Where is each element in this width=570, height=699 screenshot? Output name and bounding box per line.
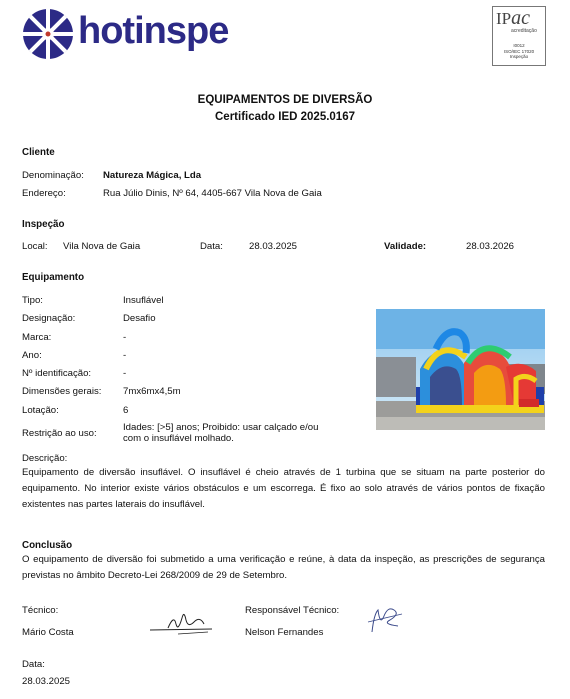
value-endereco: Rua Júlio Dinis, Nº 64, 4405-667 Vila Nova de Gaia — [103, 188, 322, 199]
ipac-code: I0012 — [513, 43, 525, 48]
section-heading-conclusao: Conclusão — [22, 540, 73, 551]
label-tipo: Tipo: — [22, 295, 43, 306]
ipac-standard: ISO/IEC 17020 — [503, 48, 535, 54]
responsavel-name: Nelson Fernandes — [245, 627, 324, 638]
label-data-footer: Data: — [22, 659, 45, 670]
value-dimensoes: 7mx6mx4,5m — [123, 386, 181, 397]
value-marca: - — [123, 332, 127, 343]
label-descricao: Descrição: — [22, 453, 68, 464]
value-local: Vila Nova de Gaia — [63, 241, 141, 252]
label-responsavel: Responsável Técnico: — [245, 605, 340, 616]
label-endereco: Endereço: — [22, 188, 66, 199]
tecnico-signature — [146, 606, 218, 638]
ipac-suffix: ac — [511, 7, 531, 29]
value-ano: - — [123, 350, 127, 361]
ipac-accreditation-badge — [492, 6, 546, 66]
equipment-photo — [376, 309, 545, 430]
value-data-footer: 28.03.2025 — [22, 676, 71, 687]
document-title: EQUIPAMENTOS DE DIVERSÃO — [197, 94, 373, 106]
conclusao-text: O equipamento de diversão foi submetido a uma verificação e reúne, à data da inspeção, as prescrições de segurança previstas no âmbito Decreto-Lei 268/2009 de 29 de Setembro. — [22, 554, 545, 581]
value-restricao-line1: Idades: [>5] anos; Proibido: usar calçado e/ou — [123, 422, 319, 433]
responsavel-signature — [364, 604, 408, 638]
section-heading-cliente: Cliente — [22, 147, 55, 158]
label-designacao: Designação: — [22, 313, 76, 324]
hotinspe-logo-icon — [22, 8, 74, 60]
label-marca: Marca: — [22, 332, 52, 343]
label-data-inspecao: Data: — [200, 241, 223, 252]
label-validade: Validade: — [384, 241, 427, 252]
value-restricao-line2: com o insuflável molhado. — [123, 433, 234, 444]
label-tecnico: Técnico: — [22, 605, 59, 616]
label-dimensoes: Dimensões gerais: — [22, 386, 102, 397]
value-denominacao: Natureza Mágica, Lda — [103, 170, 202, 181]
label-lotacao: Lotação: — [22, 405, 59, 416]
value-data-inspecao: 28.03.2025 — [249, 241, 298, 252]
tecnico-name: Mário Costa — [22, 627, 74, 638]
value-designacao: Desafio — [123, 313, 156, 324]
label-identificacao: Nº identificação: — [22, 368, 92, 379]
label-local: Local: — [22, 241, 48, 252]
ipac-prefix: IP — [496, 9, 512, 28]
value-identificacao: - — [123, 368, 127, 379]
certificate-number: Certificado IED 2025.0167 — [215, 111, 355, 123]
label-restricao: Restrição ao uso: — [22, 428, 97, 439]
label-denominacao: Denominação: — [22, 170, 84, 181]
descricao-text: Equipamento de diversão insuflável. O insuflável é cheio através de 1 turbina que se situam na parte posterior do equipamento. No interior existe vários obstáculos e um escorrega. É fixo ao solo através de vários pontos de fixação existentes nas partes laterais do insuflável. — [22, 467, 545, 510]
value-tipo: Insuflável — [123, 295, 164, 306]
value-validade: 28.03.2026 — [466, 241, 515, 252]
value-lotacao: 6 — [123, 405, 129, 416]
label-ano: Ano: — [22, 350, 42, 361]
section-heading-inspecao: Inspeção — [22, 219, 65, 230]
ipac-scope: Inspeção — [509, 54, 529, 59]
brand-name: hotinspe — [78, 10, 229, 52]
ipac-subtitle: acreditação — [511, 28, 537, 34]
section-heading-equipamento: Equipamento — [22, 272, 85, 283]
